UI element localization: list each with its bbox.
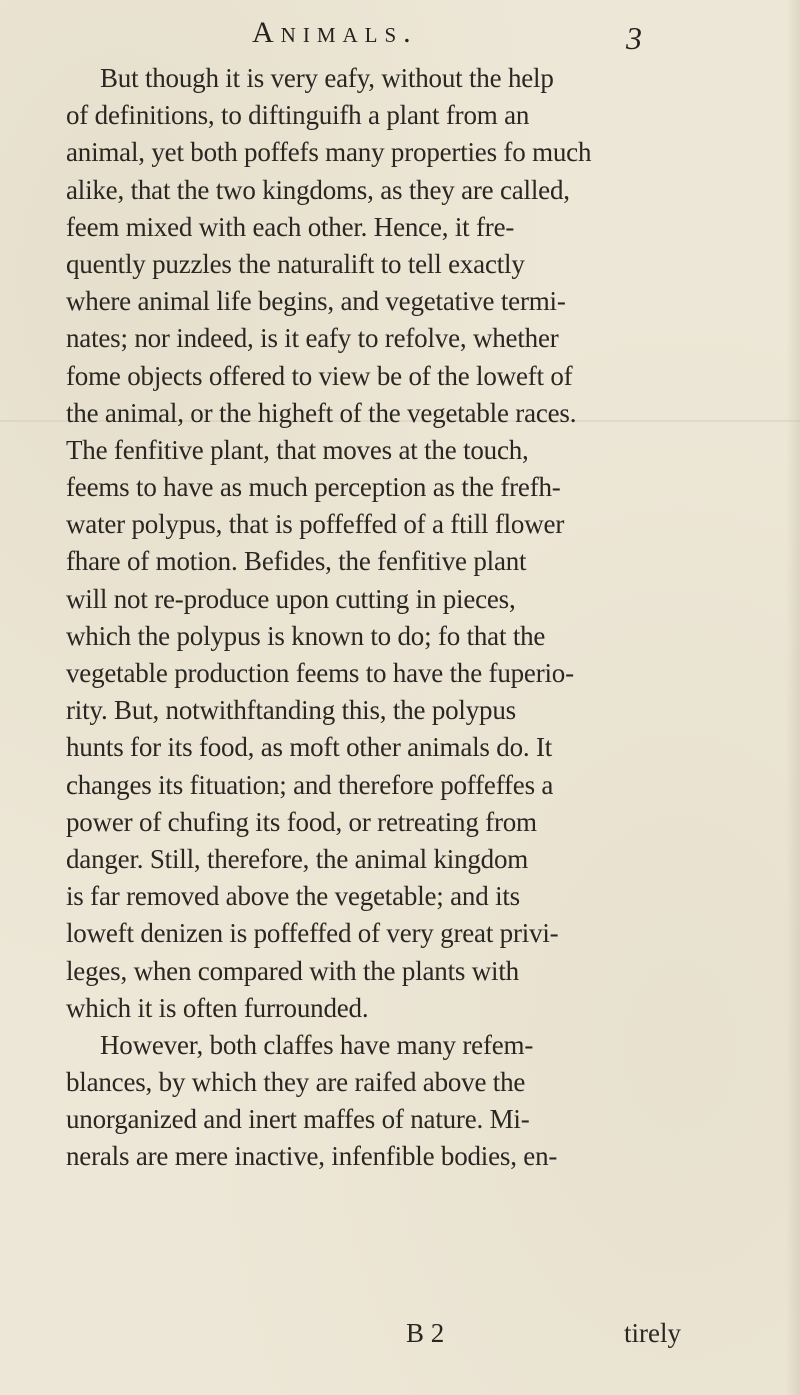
text-line: which the polypus is known to do; fo that the bbox=[66, 620, 546, 651]
page-footer bbox=[0, 1315, 800, 1355]
text-line: alike, that the two kingdoms, as they are called, bbox=[66, 174, 570, 205]
text-line: power of chufing its food, or retreating from bbox=[66, 806, 537, 837]
text-line: nerals are mere inactive, infenfible bodies, en- bbox=[66, 1141, 558, 1172]
text-line: the animal, or the higheft of the vegetable races. bbox=[66, 397, 577, 428]
text-line: However, both claffes have many refem- bbox=[100, 1029, 534, 1060]
text-line: blances, by which they are raifed above the bbox=[66, 1067, 526, 1098]
body-text bbox=[66, 60, 706, 1176]
catchword: tirely bbox=[624, 1318, 681, 1348]
text-line: unorganized and inert maffes of nature. Mi- bbox=[66, 1104, 530, 1135]
text-line: of definitions, to diftinguifh a plant from an bbox=[66, 100, 530, 131]
text-line: fome objects offered to view be of the loweft of bbox=[66, 360, 573, 391]
text-line: where animal life begins, and vegetative termi- bbox=[66, 286, 566, 317]
text-line: fhare of motion. Befides, the fenfitive plant bbox=[66, 546, 527, 577]
text-line: rity. But, notwithftanding this, the polypus bbox=[66, 695, 516, 726]
text-line: water polypus, that is poffeffed of a ftill flower bbox=[66, 509, 565, 540]
text-line: will not re-produce upon cutting in pieces, bbox=[66, 583, 516, 614]
signature-mark: B 2 bbox=[406, 1318, 445, 1348]
text-line: But though it is very eafy, without the help bbox=[100, 63, 554, 93]
page-edge-shading bbox=[786, 0, 800, 1395]
text-line: feems to have as much perception as the frefh- bbox=[66, 472, 561, 503]
text-line: is far removed above the vegetable; and its bbox=[66, 881, 520, 912]
page-number: 3 bbox=[626, 20, 642, 56]
text-line: feem mixed with each other. Hence, it fre- bbox=[66, 211, 515, 242]
text-line: danger. Still, therefore, the animal kingdom bbox=[66, 843, 529, 874]
text-line: quently puzzles the naturalift to tell exactly bbox=[66, 248, 525, 279]
text-line: leges, when compared with the plants with bbox=[66, 955, 519, 986]
text-line: loweft denizen is poffeffed of very great privi- bbox=[66, 918, 559, 949]
text-line: which it is often furrounded. bbox=[66, 992, 369, 1023]
text-line: vegetable production feems to have the fuperio- bbox=[66, 658, 574, 688]
text-line: The fenfitive plant, that moves at the touch, bbox=[66, 434, 529, 465]
text-line: hunts for its food, as moft other animals do. It bbox=[66, 732, 553, 763]
text-line: changes its fituation; and therefore poffeffes a bbox=[66, 769, 554, 800]
running-head-title: Animals. bbox=[252, 16, 418, 49]
text-line: animal, yet both poffefs many properties fo much bbox=[66, 137, 592, 168]
text-line: nates; nor indeed, is it eafy to refolve, whether bbox=[66, 323, 559, 354]
running-head bbox=[0, 14, 800, 54]
